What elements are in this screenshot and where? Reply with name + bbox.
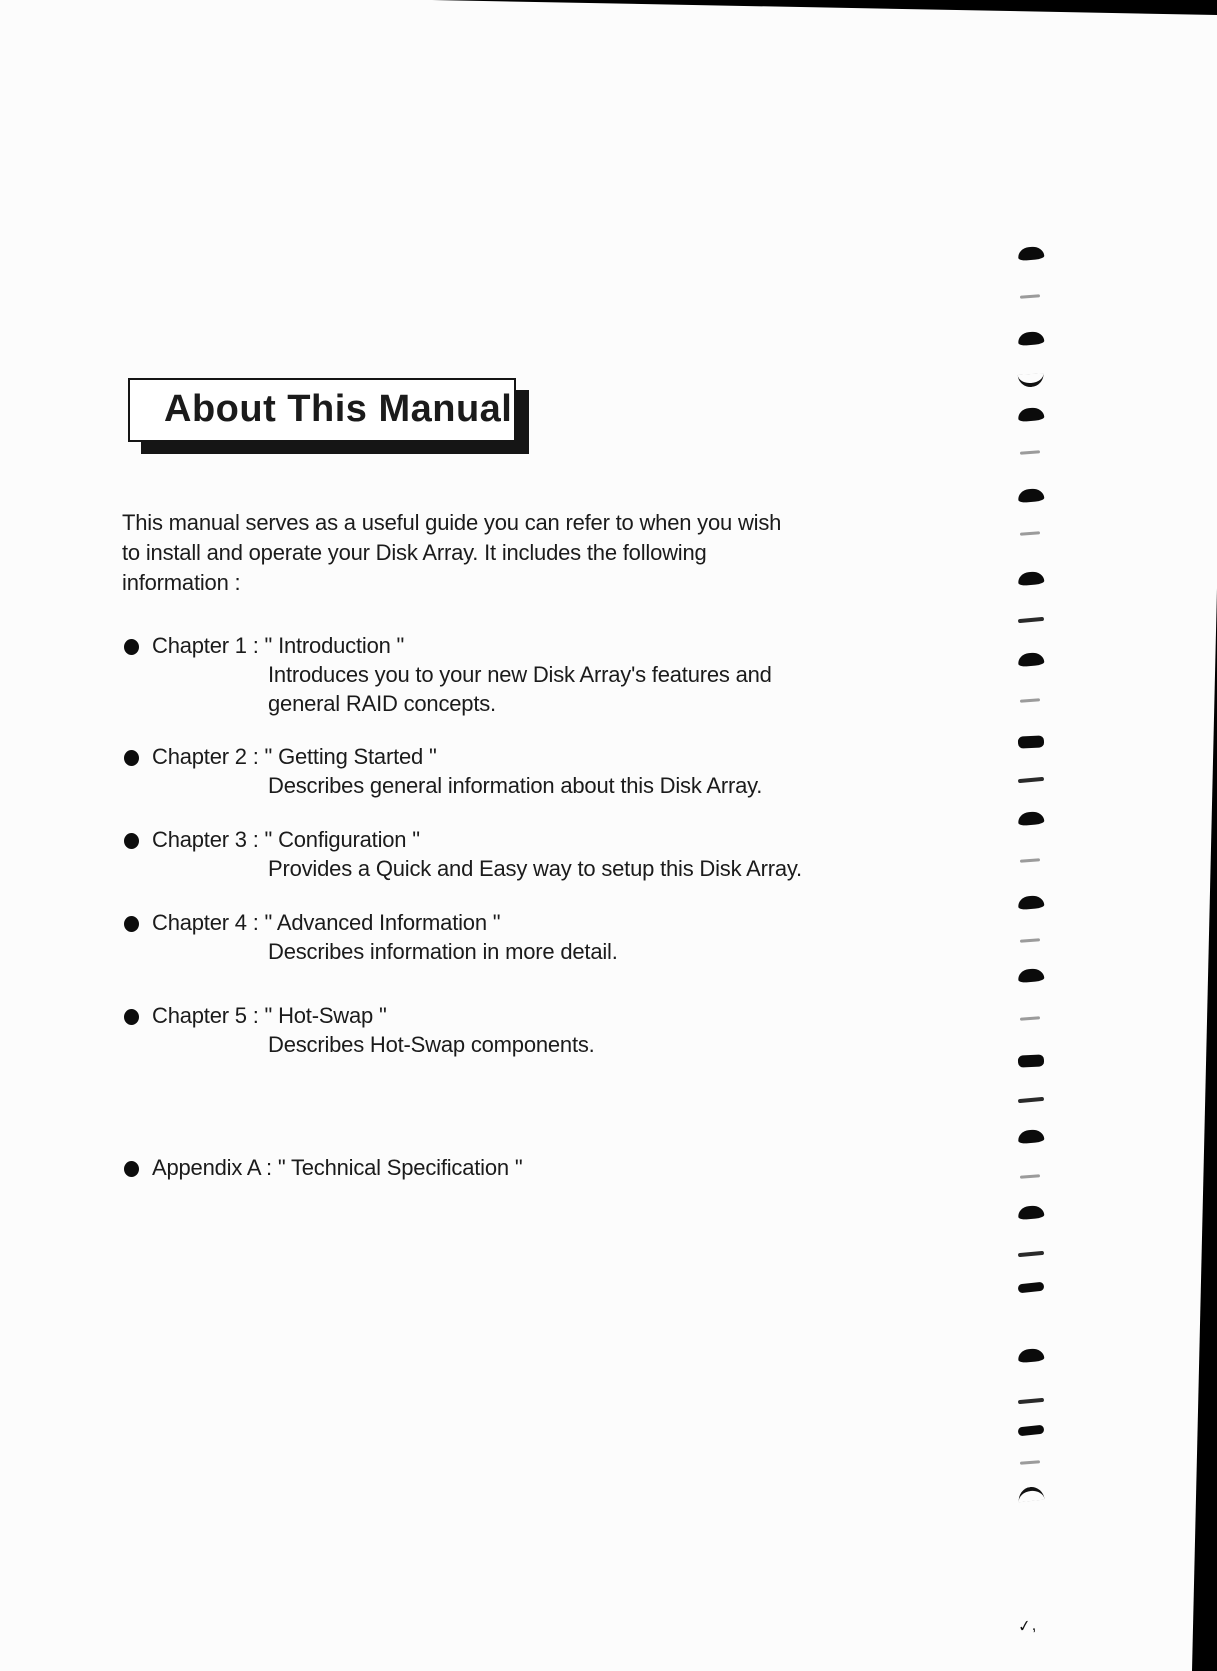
intro-line: to install and operate your Disk Array. It includes the following bbox=[122, 540, 707, 565]
list-item-chapter-2 bbox=[122, 743, 902, 800]
intro-paragraph bbox=[122, 508, 902, 598]
bullet-icon bbox=[124, 750, 139, 766]
chapter-desc-line: Provides a Quick and Easy way to setup this Disk Array. bbox=[268, 856, 802, 881]
item-row bbox=[122, 743, 902, 771]
item-row bbox=[122, 1154, 902, 1182]
binding-mark bbox=[1017, 1347, 1044, 1362]
binding-mark bbox=[1018, 1251, 1044, 1257]
chapter-label: Chapter 2 : " Getting Started " bbox=[152, 744, 437, 769]
binding-mark bbox=[1017, 570, 1044, 585]
chapter-label: Chapter 4 : " Advanced Information " bbox=[152, 910, 501, 935]
chapter-label: Chapter 1 : " Introduction " bbox=[152, 633, 405, 658]
bullet-icon bbox=[124, 639, 139, 655]
binding-mark: ✓, bbox=[1016, 1616, 1037, 1637]
chapter-desc-line: Introduces you to your new Disk Array's features and bbox=[268, 662, 772, 687]
binding-mark bbox=[1018, 1097, 1044, 1103]
page-title: About This Manual bbox=[164, 388, 513, 430]
binding-mark bbox=[1017, 894, 1044, 909]
binding-mark bbox=[1020, 531, 1040, 535]
binding-mark bbox=[1017, 330, 1044, 345]
chapter-label: Chapter 5 : " Hot-Swap " bbox=[152, 1003, 387, 1028]
chapter-desc-line: Describes information in more detail. bbox=[268, 939, 618, 964]
binding-mark bbox=[1020, 1016, 1040, 1020]
item-row bbox=[122, 826, 902, 854]
binding-mark bbox=[1017, 967, 1044, 982]
chapter-desc-line: Describes Hot-Swap components. bbox=[268, 1032, 595, 1057]
bullet-icon bbox=[124, 1161, 139, 1177]
list-item-chapter-5 bbox=[122, 1002, 902, 1059]
binding-mark bbox=[1017, 651, 1044, 666]
list-item-chapter-3 bbox=[122, 826, 902, 883]
chapter-desc-line: Describes general information about this Disk Array. bbox=[268, 773, 763, 798]
title-box bbox=[128, 378, 516, 442]
intro-line: This manual serves as a useful guide you can refer to when you wish bbox=[122, 510, 782, 535]
binding-mark bbox=[1020, 294, 1040, 298]
binding-mark bbox=[1018, 1054, 1045, 1067]
binding-mark bbox=[1018, 1281, 1045, 1293]
binding-mark bbox=[1020, 1174, 1040, 1178]
binding-mark bbox=[1017, 406, 1044, 421]
binding-mark bbox=[1018, 617, 1044, 623]
list-item-chapter-1 bbox=[122, 632, 902, 718]
item-row bbox=[122, 1002, 902, 1030]
binding-mark bbox=[1020, 858, 1040, 862]
bullet-icon bbox=[124, 916, 139, 932]
binding-mark bbox=[1020, 938, 1040, 942]
binding-mark bbox=[1018, 735, 1045, 748]
chapter-label: Chapter 3 : " Configuration " bbox=[152, 827, 420, 852]
bullet-icon bbox=[124, 833, 139, 849]
binding-mark bbox=[1017, 1485, 1044, 1502]
binding-mark bbox=[1018, 373, 1045, 388]
page-content bbox=[122, 508, 902, 1182]
binding-mark bbox=[1017, 487, 1044, 502]
binding-mark bbox=[1020, 698, 1040, 702]
item-row bbox=[122, 632, 902, 660]
intro-line: information : bbox=[122, 570, 241, 595]
scan-edge-artifact-right bbox=[1192, 588, 1217, 1671]
list-item-chapter-4 bbox=[122, 909, 902, 966]
binding-mark bbox=[1017, 1204, 1044, 1219]
binding-mark bbox=[1020, 450, 1040, 454]
scan-edge-artifact-top bbox=[432, 0, 1217, 15]
binding-mark bbox=[1017, 810, 1044, 825]
chapter-desc-line: general RAID concepts. bbox=[268, 691, 496, 716]
bullet-icon bbox=[124, 1009, 139, 1025]
binding-mark bbox=[1017, 1128, 1044, 1143]
binding-mark bbox=[1018, 777, 1044, 783]
list-item-appendix-a bbox=[122, 1154, 902, 1182]
item-row bbox=[122, 909, 902, 937]
binding-mark bbox=[1020, 1460, 1040, 1464]
binding-mark bbox=[1018, 1424, 1045, 1436]
binding-mark bbox=[1017, 245, 1044, 260]
binding-mark bbox=[1018, 1398, 1044, 1404]
chapter-label: Appendix A : " Technical Specification " bbox=[152, 1155, 523, 1180]
